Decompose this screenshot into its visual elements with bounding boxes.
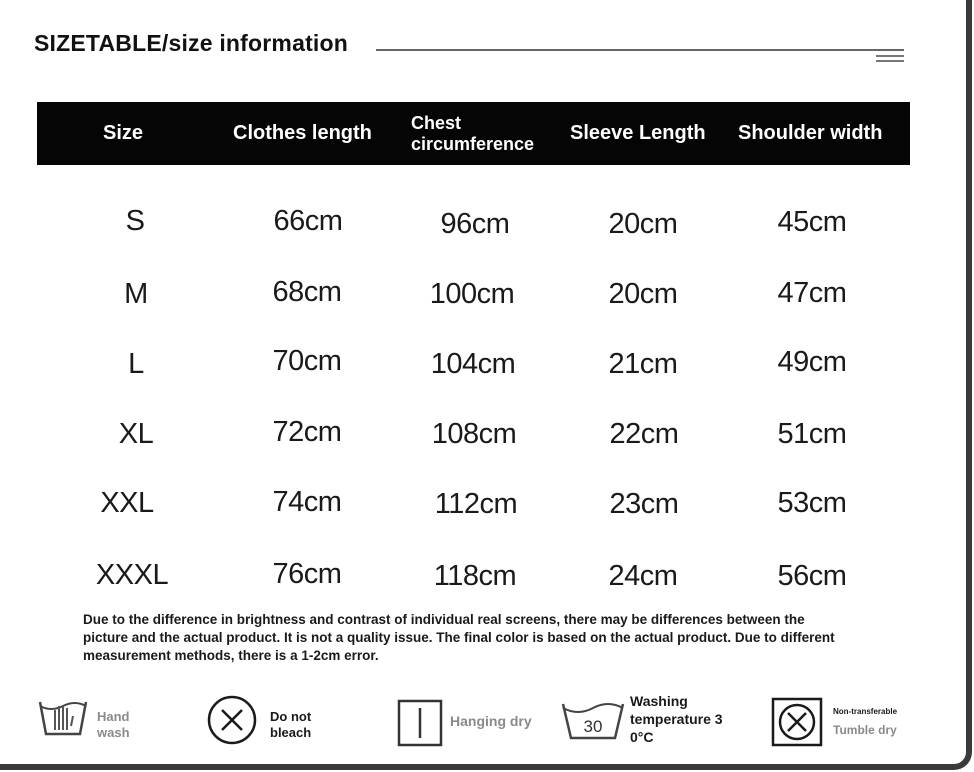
cell-sleeve: 20cm xyxy=(608,208,678,240)
cell-shoulder: 47cm xyxy=(777,277,847,309)
hand-wash-label: Hand wash xyxy=(97,709,130,740)
menu-lines-icon xyxy=(876,55,904,65)
cell-size: XXL xyxy=(100,487,154,519)
cell-sleeve: 24cm xyxy=(608,560,678,592)
header-sleeve-length: Sleeve Length xyxy=(570,122,706,144)
non-transferable-label: Non-transferable xyxy=(833,707,898,716)
cell-clothes-length: 74cm xyxy=(272,486,342,518)
svg-text:30: 30 xyxy=(583,717,603,736)
tumble-dry-label: Tumble dry xyxy=(833,723,897,737)
cell-chest: 112cm xyxy=(434,488,518,520)
cell-shoulder: 45cm xyxy=(777,206,847,238)
cell-size: XL xyxy=(118,418,154,450)
header-shoulder-width: Shoulder width xyxy=(738,122,883,144)
cell-chest: 96cm xyxy=(440,208,510,240)
page-title: SIZETABLE/size information xyxy=(34,30,349,56)
cell-chest: 100cm xyxy=(429,278,515,310)
cell-sleeve: 22cm xyxy=(609,418,679,450)
header-clothes-length: Clothes length xyxy=(233,122,372,144)
hanging-dry-icon xyxy=(397,699,443,747)
header-size: Size xyxy=(103,122,144,144)
no-bleach-icon xyxy=(206,694,258,746)
cell-chest: 104cm xyxy=(430,348,516,380)
cell-clothes-length: 76cm xyxy=(272,558,342,590)
cell-shoulder: 53cm xyxy=(777,487,847,519)
cell-chest: 108cm xyxy=(431,418,517,450)
cell-size: XXXL xyxy=(95,559,169,591)
cell-sleeve: 20cm xyxy=(608,278,678,310)
wash-temperature-icon xyxy=(560,698,626,742)
cell-clothes-length: 66cm xyxy=(273,205,343,237)
header-chest-circumference: Chest circumference xyxy=(411,112,535,154)
cell-sleeve: 23cm xyxy=(609,488,679,520)
cell-shoulder: 51cm xyxy=(777,418,847,450)
cell-shoulder: 56cm xyxy=(777,560,847,592)
cell-clothes-length: 72cm xyxy=(272,416,342,448)
cell-size: S xyxy=(125,205,145,237)
hanging-dry-label: Hanging dry xyxy=(450,713,532,729)
cell-size: L xyxy=(128,348,144,380)
no-bleach-label: Do not bleach xyxy=(270,709,312,740)
cell-size: M xyxy=(124,278,148,310)
cell-chest: 118cm xyxy=(433,560,517,592)
cell-clothes-length: 68cm xyxy=(272,276,342,308)
cell-shoulder: 49cm xyxy=(777,346,847,378)
hand-wash-icon xyxy=(37,696,89,740)
table-header xyxy=(37,102,910,165)
title-divider xyxy=(376,49,904,51)
no-tumble-dry-icon xyxy=(771,697,823,747)
cell-clothes-length: 70cm xyxy=(272,345,342,377)
cell-sleeve: 21cm xyxy=(608,348,678,380)
disclaimer-note: Due to the difference in brightness and contrast of individual real screens, there may be differences between the picture and the actual product. It is not a quality issue. The final color is based on the actual product. Due to different measurement methods, there is a 1-2cm error. xyxy=(83,612,835,663)
wash-temperature-label: Washing temperature 3 0°C xyxy=(630,693,723,745)
